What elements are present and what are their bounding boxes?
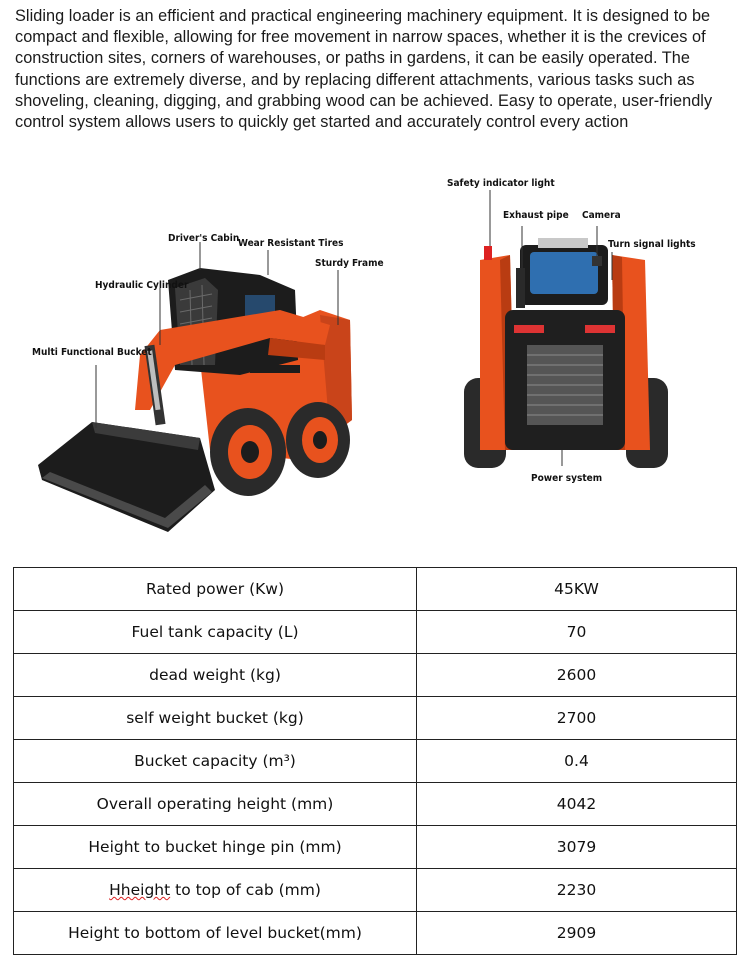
label-hydraulic-cylinder: Hydraulic Cylinder	[95, 280, 189, 291]
spec-value: 0.4	[417, 740, 737, 783]
spelling-flagged-word: Hheight	[109, 881, 171, 899]
label-turn-signal-lights: Turn signal lights	[608, 239, 696, 250]
table-row	[14, 740, 737, 783]
label-wear-resistant-tires: Wear Resistant Tires	[238, 238, 344, 249]
spec-label: Rated power (Kw)	[14, 568, 417, 611]
label-drivers-cabin: Driver's Cabin	[168, 233, 240, 244]
label-exhaust-pipe: Exhaust pipe	[503, 210, 569, 221]
spec-label: dead weight (kg)	[14, 654, 417, 697]
spec-value: 2230	[417, 869, 737, 912]
table-row	[14, 869, 737, 912]
label-power-system: Power system	[531, 473, 603, 484]
spec-value: 2700	[417, 697, 737, 740]
rear-view-loader-illustration	[447, 178, 696, 484]
table-row	[14, 568, 737, 611]
spec-label: Overall operating height (mm)	[14, 783, 417, 826]
spec-label: Height to bucket hinge pin (mm)	[14, 826, 417, 869]
table-row	[14, 826, 737, 869]
spec-value: 70	[417, 611, 737, 654]
spec-value: 4042	[417, 783, 737, 826]
table-row	[14, 654, 737, 697]
spec-value: 2909	[417, 912, 737, 955]
spec-label: Fuel tank capacity (L)	[14, 611, 417, 654]
spec-label	[14, 869, 417, 912]
label-safety-indicator-light: Safety indicator light	[447, 178, 555, 189]
spec-label-rest: to top of cab (mm)	[170, 881, 321, 899]
label-sturdy-frame: Sturdy Frame	[315, 258, 384, 269]
product-figure	[0, 160, 750, 550]
table-row	[14, 912, 737, 955]
spec-label: self weight bucket (kg)	[14, 697, 417, 740]
table-row	[14, 783, 737, 826]
spec-label: Height to bottom of level bucket(mm)	[14, 912, 417, 955]
table-row	[14, 611, 737, 654]
spec-value: 3079	[417, 826, 737, 869]
label-camera: Camera	[582, 210, 621, 221]
spec-label: Bucket capacity (m³)	[14, 740, 417, 783]
side-view-loader-illustration	[32, 233, 384, 532]
spec-value: 2600	[417, 654, 737, 697]
spec-value: 45KW	[417, 568, 737, 611]
intro-paragraph: Sliding loader is an efficient and practical engineering machinery equipment. It is designed to be compact and flexible, allowing for free movement in narrow spaces, whether it is the crevices of construction sites, corners of warehouses, or paths in gardens, it can be easily operated. The functions are extremely diverse, and by replacing different attachments, various tasks such as shoveling, cleaning, digging, and grabbing wood can be achieved. Easy to operate, user-friendly control system allows users to quickly get started and accurately control every action	[15, 7, 713, 132]
table-row	[14, 697, 737, 740]
specifications-table	[13, 567, 737, 955]
label-multi-functional-bucket: Multi Functional Bucket	[32, 347, 152, 358]
